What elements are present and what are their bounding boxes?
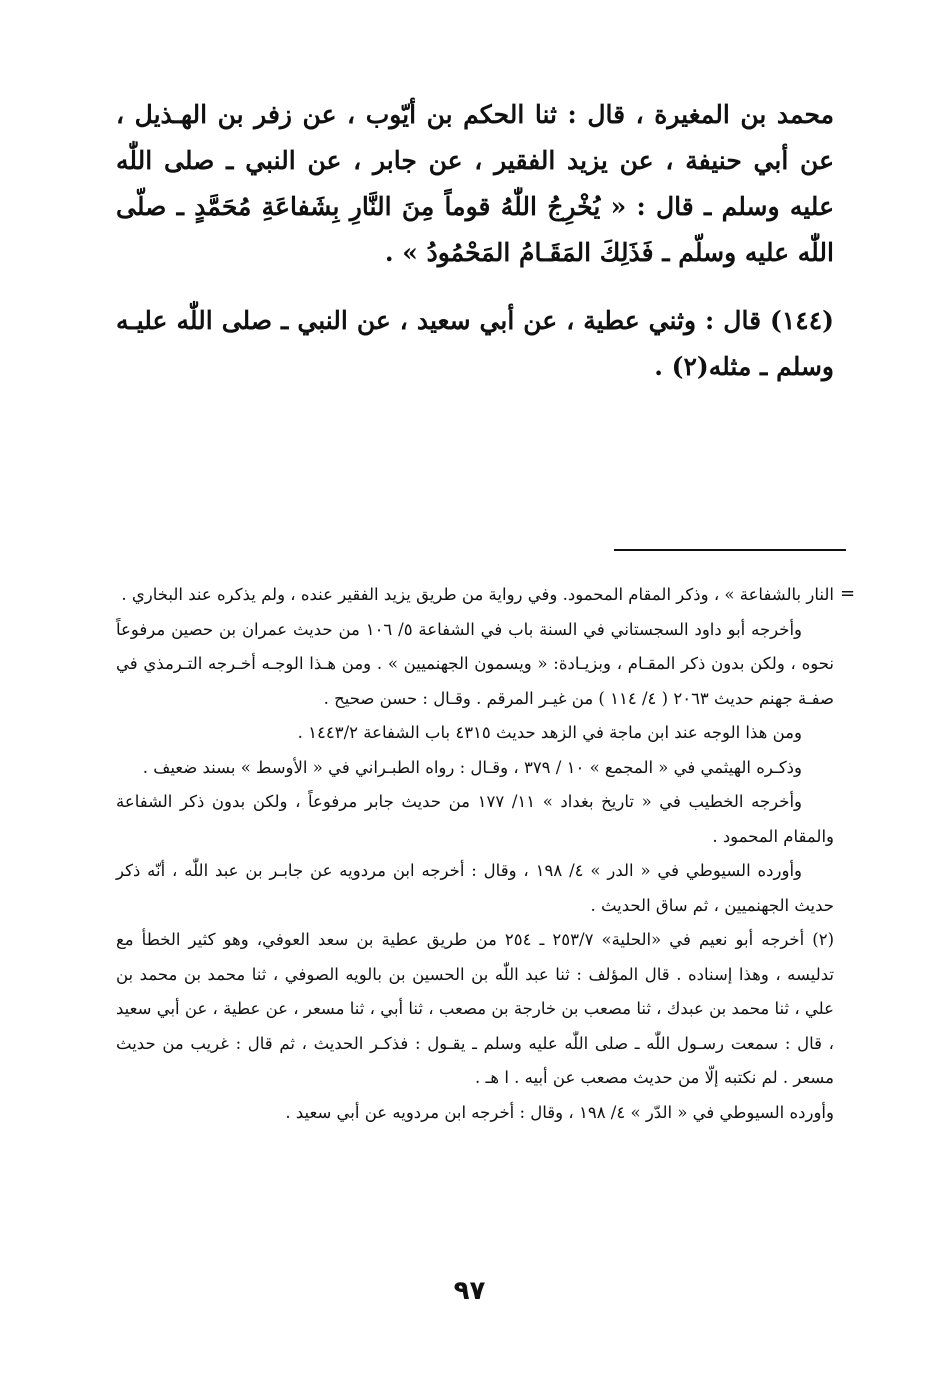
footnote-paragraph: ومن هذا الوجه عند ابن ماجة في الزهد حديث ٤٣١٥ باب الشفاعة ١٤٤٣/٢ .	[297, 723, 802, 742]
footnote-paragraph: وأخرجه الخطيب في « تاريخ بغداد » ١١/ ١٧٧ من حديث جابر مرفوعاً ، ولكن بدون ذكر الشفاعة والمقام المحمود .	[116, 792, 834, 846]
footnote-separator-rule	[614, 549, 846, 551]
footnotes-block	[116, 578, 834, 1130]
footnote-continued-mark: =	[840, 583, 856, 604]
footnote-paragraph: وأورده السيوطي في « الدّر » ٤/ ١٩٨ ، وقال : أخرجه ابن مردويه عن أبي سعيد .	[285, 1102, 834, 1122]
main-text-block	[116, 92, 834, 390]
footnote-paragraph: وذكـره الهيثمي في « المجمع » ١٠ / ٣٧٩ ، وقـال : رواه الطبـراني في « الأوسط » بسند ضعيف .	[142, 757, 802, 777]
footnote-paragraph: وأخرجه أبو داود السجستاني في السنة باب في الشفاعة ٥/ ١٠٦ من حديث عمران بن حصين مرفوعاً نحوه ، ولكن بدون ذكر المقـام ، وبزيـادة: « ويسمون الجهنميين » . ومن هـذا الوجـه أخـرجه التـرمذي في صفـة جهنم حديث ٢٠٦٣ ( ٤/ ١١٤ ) من غيـر المرقم . وقـال : حسن صحيح .	[116, 619, 834, 708]
main-paragraph-2: (١٤٤) قال : وثني عطية ، عن أبي سعيد ، عن النبي ـ صلى اللّٰه عليـه وسلم ـ مثله(٢) .	[116, 306, 834, 381]
page-number: ٩٧	[453, 1276, 486, 1306]
footnote-paragraph: النار بالشفاعة » ، وذكر المقام المحمود. وفي رواية من طريق يزيد الفقير عنده ، ولم يذكره عند البخاري .	[121, 585, 834, 604]
main-paragraph-1: محمد بن المغيرة ، قال : ثنا الحكم بن أيّوب ، عن زفر بن الهـذيل ، عن أبي حنيفة ، عن يزيد الفقير ، عن جابر ، عن النبي ـ صلى اللّٰه عليه وسلم ـ قال : « يُخْرِجُ اللّٰهُ قوماً مِنَ النَّارِ بِشَفاعَةِ مُحَمَّدٍ ـ صلّى اللّٰه عليه وسلّم ـ فَذَلِكَ المَقَـامُ المَحْمُودُ » .	[116, 100, 834, 267]
footnote-paragraph: وأورده السيوطي في « الدر » ٤/ ١٩٨ ، وقال : أخرجه ابن مردويه عن جابـر بن عبد اللّٰه ، أنّه ذكر حديث الجهنميين ، ثم ساق الحديث .	[116, 861, 834, 915]
footnote-2: (٢) أخرجه أبو نعيم في «الحلية» ٢٥٣/٧ ـ ٢٥٤ من طريق عطية بن سعد العوفي، وهو كثير الخطأ مع تدليسه ، وهذا إسناده . قال المؤلف : ثنا عبد اللّٰه بن الحسين بن بالويه الصوفي ، ثنا محمد بن محمد بن علي ، ثنا محمد بن عبدك ، ثنا مصعب بن خارجة بن مصعب ، ثنا أبي ، ثنا مسعر ، عن عطية ، عن أبي سعيد ، قال : سمعت رسـول اللّٰه ـ صلى اللّٰه عليه وسلم ـ يقـول : فذكـر الحديث ، ثم قال : غريب من حديث مسعر . لم نكتبه إلّا من حديث مصعب عن أبيه . ا هـ .	[116, 930, 835, 1087]
